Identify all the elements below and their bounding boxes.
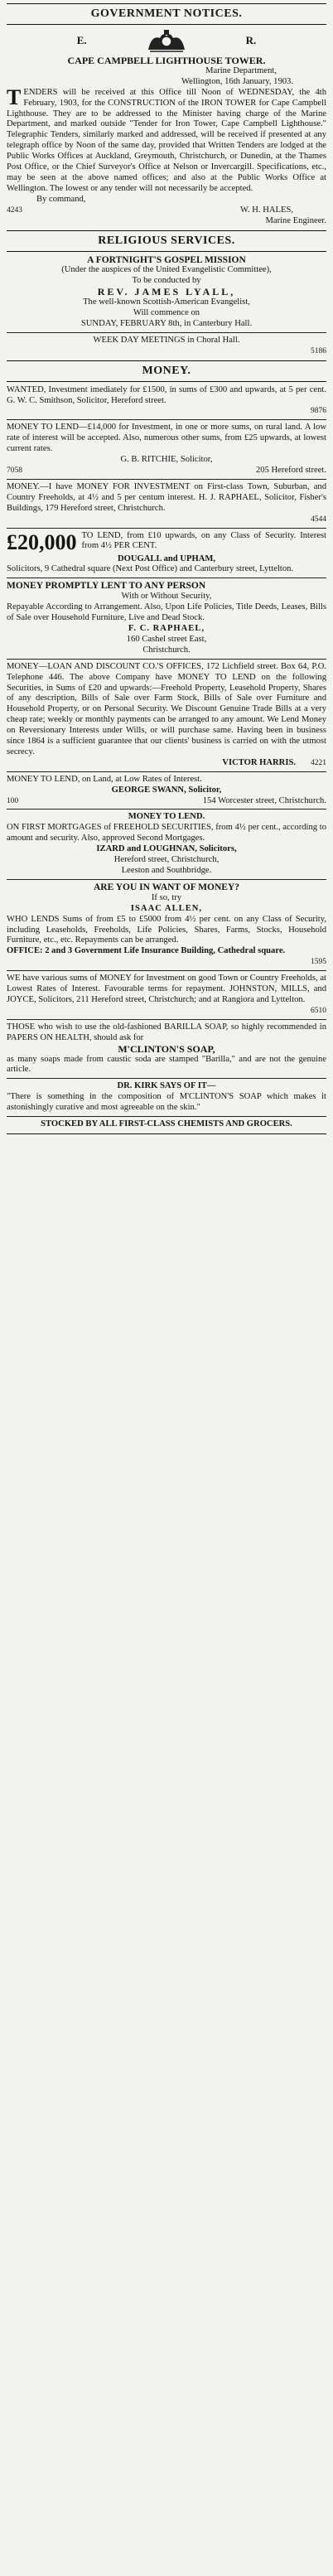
ad11-footer: STOCKED BY ALL FIRST-CLASS CHEMISTS AND GROCERS. — [41, 1119, 292, 1129]
ad7-name: GEORGE SWANN, Solicitor, — [111, 785, 222, 795]
ad5-addr2: Christchurch. — [142, 645, 191, 655]
gov-header: GOVERNMENT NOTICES. — [90, 7, 243, 20]
ad11-head: DR. KIRK SAYS OF IT— — [117, 1081, 216, 1091]
ad6-text: MONEY—LOAN AND DISCOUNT CO.'S OFFICES, 172 Lichfield street. Box 64, P.O. Telephone 446. The above Company have MONEY TO LEND on the following Securities, in Sums of £20 and upwards:—Freehold Property, Leasehold Property, Shares of any description, Bills of Sale over Farm Stock, Bills of Sale over Furniture and Household Property, or on Personal Security. We Discount Genuine Trade Bills at a very cheap rate; weekly or monthly payments can be arranged to any amount. We Lend Money on Reversionary Interests under Wills, or will purchase same. Having been in business since 1864 is a sufficient guarantee that our clients' business is carried on with the utmost secrecy. — [7, 661, 326, 756]
ad11-text2: as many soaps made from caustic soda are stamped "Barilla," and are not the genuine article. — [7, 1054, 326, 1075]
rule — [7, 24, 326, 25]
money-ad-4 — [7, 531, 326, 576]
money-ad-3 — [7, 482, 326, 525]
rel-line6: SUNDAY, FEBRUARY 8th, in Canterbury Hall. — [80, 318, 253, 328]
rel-line2: (Under the auspices of the United Evangelistic Committee), — [61, 265, 272, 275]
rule — [7, 970, 326, 971]
money-ad-10 — [7, 974, 326, 1017]
gov-ref: 4243 — [7, 205, 22, 215]
money-header: MONEY. — [142, 364, 191, 377]
rel-line1: A FORTNIGHT'S GOSPEL MISSION — [87, 254, 246, 265]
money-ad-2 — [7, 423, 326, 476]
gov-body-text: ENDERS will be received at this Office till Noon of WEDNESDAY, the 4th February, 1903, for the CONSTRUCTION of the IRON TOWER for Cape Campbell Lighthouse. They are to be addressed to the Minister having charge of the Marine Department, and marked outside "Tender for Iron Tower, Cape Campbell Lighthouse." Telegraphic Tenders, similarly marked and addressed, will be received if presented at any telegraph office by Noon of the same day, provided that Written Tenders are lodged at the Public Works Offices at Auckland, Greymouth, Christchurch, or Dunedin, at the Thames Post Office, or the Chief Surveyor's Office at Nelson or Invercargill. Specifications, etc., may be seen at the above named offices; and also at the Public Works Office at Wellington. The lowest or any tender will not necessarily be accepted. — [7, 87, 326, 193]
rel-preacher: REV. JAMES LYALL, — [97, 286, 236, 298]
ad8-text: ON FIRST MORTGAGES of FREEHOLD SECURITIES, from 4½ per cent., according to amount and security. Also, approved Second Mortgages. — [7, 823, 326, 843]
ad4-name: DOUGALL and UPHAM, — [117, 553, 215, 563]
ad11-text: THOSE who wish to use the old-fashioned BARILLA SOAP, so highly recommended in PAPERS ON HEALTH, should ask for — [7, 1022, 326, 1042]
royal-crest — [7, 28, 326, 53]
ad9-ref: 1595 — [311, 958, 326, 967]
ad4-text2: Solicitors, 9 Cathedral square (Next Post Office) and Canterbury street, Lyttelton. — [7, 564, 294, 574]
ad11-soap: M'CLINTON'S SOAP, — [118, 1042, 215, 1055]
ad8-head: MONEY TO LEND. — [128, 812, 205, 822]
ad7-address: 154 Worcester street, Christchurch. — [202, 795, 326, 805]
rel-ref-row — [7, 346, 326, 357]
ad10-ref: 6510 — [311, 1006, 326, 1015]
ad4-text: TO LEND, from £10 upwards, on any Class of Security. Interest from 4½ PER CENT. — [81, 530, 326, 551]
gov-title: CAPE CAMPBELL LIGHTHOUSE TOWER. — [67, 55, 266, 66]
ad6-ref: 4221 — [311, 758, 326, 767]
crest-letter-left: E. — [76, 34, 87, 46]
ad5-addr1: 160 Cashel street East, — [126, 634, 207, 644]
gov-signature-title: Marine Engineer. — [265, 215, 326, 225]
ad2-name: G. B. RITCHIE, Solicitor, — [120, 455, 213, 465]
rule — [7, 528, 326, 529]
rel-line5: Will commence on — [133, 308, 200, 318]
gov-signature: W. H. HALES, — [239, 205, 293, 215]
ad3-text: MONEY.—I have MONEY FOR INVESTMENT on First-class Town, Suburban, and Country Freeholds, at 4½ and 5 per centum interest. H. J. RAPHAEL, Solicitor, Fisher's Buildings, 179 Hereford street, Christchurch. — [7, 481, 326, 513]
ad9-sub: If so, try — [151, 892, 182, 902]
rel-line3: To be conducted by — [132, 276, 201, 286]
rule — [7, 809, 326, 810]
money-ad-1 — [7, 385, 326, 418]
ad8-name: IZARD and LOUGHNAN, Solicitors, — [96, 844, 237, 854]
ad9-head: ARE YOU IN WANT OF MONEY? — [93, 882, 240, 892]
drop-cap: T — [7, 85, 22, 109]
ad2-text: MONEY TO LEND—£14,000 for Investment, in one or more sums, on rural land. A low rate of interest will be accepted. Also, numerous other sums, from £25 upwards, at lowest current rates. — [7, 423, 326, 454]
rule — [7, 251, 326, 252]
money-ad-8 — [7, 812, 326, 876]
gov-dept: Marine Department, — [205, 65, 277, 75]
ad9-office: OFFICE: 2 and 3 Government Life Insurance Building, Cathedral square. — [7, 946, 286, 956]
ad4-amount: £20,000 — [7, 529, 77, 554]
ad9-text: WHO LENDS Sums of from £5 to £5000 from 4½ per cent. on any Class of Security, including Leaseholds, Freeholds, Life Policies, Shares, Farms, Stocks, Household Furniture, etc., etc. Repayments can be arranged. — [7, 914, 326, 945]
ad1-ref: 9876 — [311, 407, 326, 416]
ad11-quote: "There is something in the composition of M'CLINTON'S SOAP which makes it astonishingly curative and most agreeable on the skin." — [7, 1092, 326, 1113]
ad3-ref: 4544 — [311, 515, 326, 524]
rel-line7: WEEK DAY MEETINGS in Choral Hall. — [93, 335, 240, 345]
money-ad-6 — [7, 662, 326, 769]
rule — [7, 230, 326, 231]
ad1-text: WANTED, Investment imediately for £1500, in sums of £300 and upwards, at 5 per cent. G. W. C. Smithson, Solicitor, Hereford street. — [7, 384, 326, 405]
gov-body — [7, 85, 326, 195]
money-ad-5 — [7, 581, 326, 655]
rule — [7, 1116, 326, 1117]
newspaper-column — [7, 0, 326, 2576]
rel-header: RELIGIOUS SERVICES. — [98, 234, 235, 247]
ad5-name: F. C. RAPHAEL, — [128, 623, 205, 633]
rule — [7, 381, 326, 382]
crest-icon — [145, 28, 188, 53]
ad5-l2: With or Without Security, — [121, 592, 212, 602]
money-ad-9 — [7, 882, 326, 968]
ad2-ref: 7058 — [7, 466, 22, 475]
rule — [7, 771, 326, 772]
rule — [7, 419, 326, 420]
ad8-addr1: Hereford street, Christchurch, — [113, 855, 220, 865]
bottom-rule — [7, 1133, 326, 1134]
gov-dateline: Wellington, 16th January, 1903. — [181, 76, 293, 86]
ad7-text: MONEY TO LEND, on Land, at Low Rates of Interest. — [7, 774, 202, 784]
gov-by-command: By command, — [36, 194, 86, 204]
ad5-l1: MONEY PROMPTLY LENT TO ANY PERSON — [7, 581, 206, 592]
rel-notice — [7, 255, 326, 357]
money-ad-7 — [7, 775, 326, 807]
top-rule — [7, 3, 326, 4]
rule — [7, 332, 326, 333]
crest-letter-right: R. — [245, 34, 257, 46]
rule — [7, 360, 326, 361]
ad5-l3: Repayable According to Arrangement. Also, Upon Life Policies, Title Deeds, Leases, Bills of Sale over Household Furniture, Live and Dead Stock. — [7, 602, 326, 623]
rel-ref: 5186 — [311, 346, 326, 355]
money-ad-11 — [7, 1022, 326, 1130]
gov-signature-row — [7, 205, 326, 216]
rule — [7, 479, 326, 480]
rule — [7, 659, 326, 660]
rel-line4: The well-known Scottish-American Evangelist, — [83, 297, 250, 307]
rule — [7, 879, 326, 880]
ad6-name: VICTOR HARRIS. — [222, 757, 296, 767]
ad2-address: 205 Hereford street. — [255, 466, 326, 475]
ad10-text: WE have various sums of MONEY for Investment on good Town or Country Freeholds, at Lowest Rates of Interest. Favourable terms for repayment. JOHNSTON, MILLS, and JOYCE, Solicitors, 211 Hereford street, Christchurch; and at Rangiora and Lyttelton. — [7, 974, 326, 1004]
rule — [7, 1019, 326, 1020]
rule — [7, 1078, 326, 1079]
ad9-name: ISAAC ALLEN, — [130, 903, 203, 913]
ad7-ref: 100 — [7, 796, 19, 805]
ad8-addr2: Leeston and Southbridge. — [121, 866, 212, 875]
